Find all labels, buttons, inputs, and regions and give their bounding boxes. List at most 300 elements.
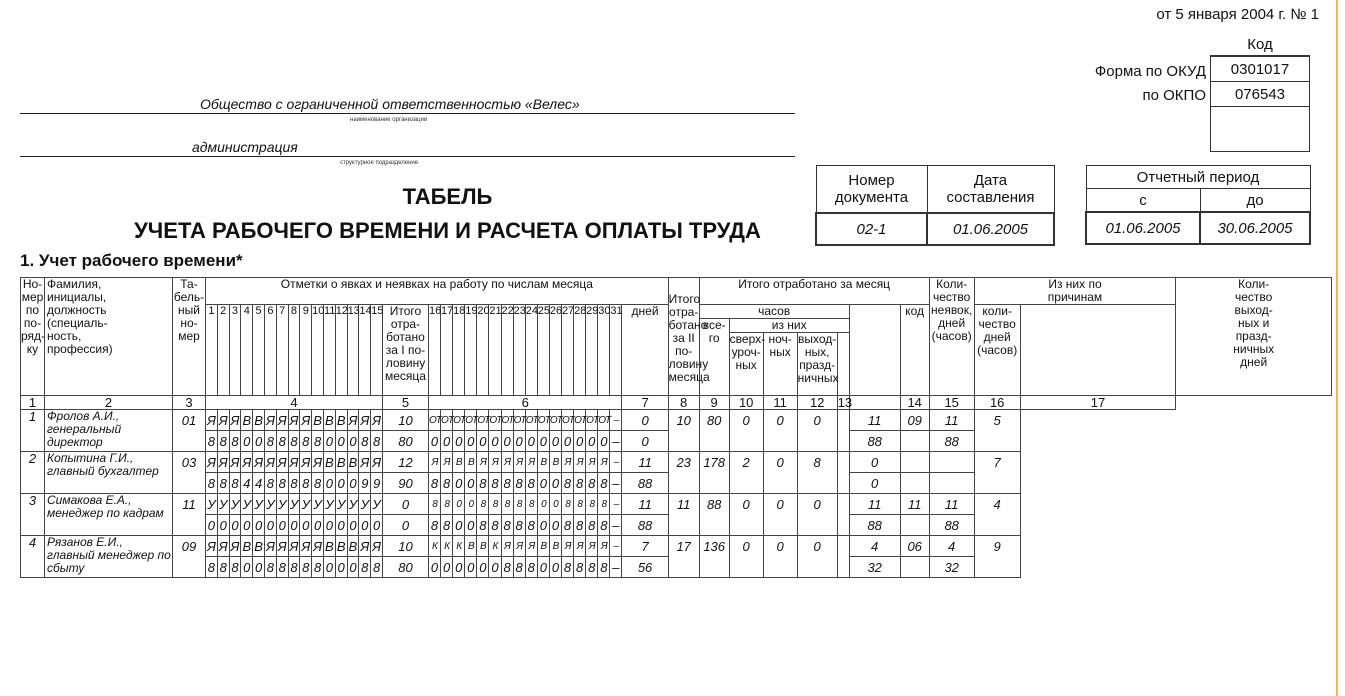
day-hours: 8 [288,557,300,578]
col-header-num: Но- мер по по- ряд- ку [21,278,45,396]
reason-qty: 11 [929,494,974,515]
day-hours: 0 [453,557,465,578]
day-hours: 8 [206,473,218,494]
day-hours: 0 [241,431,253,452]
col-number: 6 [428,396,622,410]
day-hours: 8 [574,557,586,578]
table-row [21,452,1332,473]
day-mark: Я [217,410,229,431]
col-header-reason-qty: коли- чество дней (часов) [974,305,1020,396]
day-mark: Я [513,452,525,473]
half2-hours: 56 [622,557,668,578]
department-caption: структурное подразделение [340,160,419,166]
day-mark: Я [371,536,383,557]
section-title: 1. Учет рабочего времени* [20,251,243,270]
day-hours: 0 [537,515,549,536]
day-mark: ОТ [574,410,586,431]
period-label: Отчетный период [1086,166,1310,189]
day-mark: У [206,494,218,515]
day-hours: 8 [229,557,241,578]
day-hours: 8 [489,515,501,536]
half2-days: 0 [622,410,668,431]
absence-hours: 0 [849,473,900,494]
day-hours: 8 [288,431,300,452]
day-hours: 0 [465,515,477,536]
blank-cell [837,494,849,536]
day-number: 3 [229,305,241,396]
day-mark: ОТ [428,410,440,431]
day-mark: Я [371,410,383,431]
day-hours: 0 [253,431,265,452]
day-mark: 8 [428,494,440,515]
day-mark: Я [288,410,300,431]
day-mark: Я [586,536,598,557]
day-hours: 8 [477,515,489,536]
day-hours: 0 [441,557,453,578]
period-to-value: 30.06.2005 [1200,212,1310,244]
day-mark: В [323,536,335,557]
day-number: 14 [359,305,371,396]
col-header-blank [849,305,900,396]
col-number: 9 [699,396,729,410]
day-mark: Я [561,536,573,557]
day-mark: 8 [574,494,586,515]
day-mark: Я [501,536,513,557]
day-hours: 8 [229,473,241,494]
day-mark: ОТ [465,410,477,431]
day-mark: Я [276,452,288,473]
day-mark: У [264,494,276,515]
day-hours: 0 [335,557,347,578]
day-hours: 8 [489,473,501,494]
day-hours: 0 [335,473,347,494]
day-number: 9 [300,305,312,396]
day-mark: В [537,536,549,557]
day-mark: В [477,536,489,557]
day-mark: В [323,410,335,431]
days-worked: 11 [668,494,699,536]
col-number: 12 [797,396,837,410]
reason-qty: 11 [929,410,974,431]
day-hours: 8 [229,431,241,452]
day-hours: 8 [574,515,586,536]
day-number: 17 [441,305,453,396]
day-hours: 8 [441,515,453,536]
half2-days: 11 [622,452,668,473]
day-mark: У [335,494,347,515]
day-hours: 0 [253,557,265,578]
okpo-code: 076543 [1211,82,1310,107]
holiday-hours: 0 [797,536,837,578]
day-mark: У [288,494,300,515]
absence-days: 0 [849,452,900,473]
organization-name: Общество с ограниченной ответственностью «Велес» [200,96,580,112]
weekend-days: 4 [974,494,1020,536]
table-row [21,396,1332,410]
day-hours: 8 [264,557,276,578]
day-hours: 8 [371,557,383,578]
table-row [21,536,1332,557]
col-number-blank [849,396,900,410]
day-number: 19 [465,305,477,396]
day-mark: Я [264,410,276,431]
day-hours: 9 [371,473,383,494]
day-hours: 4 [241,473,253,494]
day-mark: Я [513,536,525,557]
blank-cell [837,536,849,578]
day-mark: У [312,494,324,515]
holiday-hours: 8 [797,452,837,494]
absence-days: 4 [849,536,900,557]
organization-rule [20,113,795,114]
day-mark: К [489,536,501,557]
day-mark: У [217,494,229,515]
day-hours: 8 [525,473,537,494]
col-header-holiday: выход- ных, празд- ничных [797,333,837,396]
day-number: 1 [206,305,218,396]
reason-qty-hours: 32 [929,557,974,578]
day-mark: У [276,494,288,515]
day-mark: Я [525,452,537,473]
hours-worked: 178 [699,452,729,494]
day-hours: 8 [371,431,383,452]
table-row [21,494,1332,515]
day-hours: – [610,515,622,536]
day-hours: 0 [501,431,513,452]
days-worked: 17 [668,536,699,578]
day-hours: 0 [347,431,359,452]
day-mark: В [347,452,359,473]
col-header-reasons: Из них по причинам [974,278,1176,305]
half2-days: 11 [622,494,668,515]
col-number: 3 [173,396,206,410]
col-header-blank [837,333,849,396]
day-hours: 8 [206,557,218,578]
department-rule [20,156,795,157]
half2-hours: 88 [622,515,668,536]
overtime-hours: 0 [729,536,763,578]
day-mark: Я [217,452,229,473]
day-number: 8 [288,305,300,396]
day-mark: Я [586,452,598,473]
day-number: 7 [276,305,288,396]
day-mark: 8 [441,494,453,515]
day-hours: 0 [323,515,335,536]
day-mark: 8 [598,494,610,515]
day-number: 20 [477,305,489,396]
day-mark: Я [300,410,312,431]
day-mark: ОТ [525,410,537,431]
day-number: 25 [537,305,549,396]
day-mark: 8 [501,494,513,515]
day-mark: К [453,536,465,557]
col-header-name: Фамилия, инициалы, должность (специаль- ность, профессия) [45,278,173,396]
okud-label: Форма по ОКУД [1094,63,1206,80]
day-hours: 0 [312,515,324,536]
day-mark: 0 [537,494,549,515]
day-mark: ОТ [501,410,513,431]
day-mark: В [253,410,265,431]
day-hours: 8 [359,557,371,578]
day-mark: – [610,494,622,515]
day-hours: 0 [323,431,335,452]
day-mark: Я [477,452,489,473]
table-row [21,410,1332,431]
absence-hours: 88 [849,515,900,536]
col-header-overtime: сверх- уроч- ных [729,333,763,396]
code-label: Код [1211,34,1310,56]
day-mark: ОТ [441,410,453,431]
col-header-tab: Та- бель- ный но- мер [173,278,206,396]
day-mark: В [453,452,465,473]
day-hours: 0 [537,557,549,578]
period-to-label: до [1200,189,1310,213]
day-hours: 0 [441,431,453,452]
night-hours: 0 [763,494,797,536]
day-mark: У [253,494,265,515]
half1-days: 0 [382,494,428,515]
day-mark: Я [598,536,610,557]
period-from-value: 01.06.2005 [1086,212,1200,244]
day-hours: 0 [264,515,276,536]
col-number: 10 [729,396,763,410]
employee-name: Рязанов Е.И., главный менеджер по сбыту [45,536,173,578]
day-number: 10 [312,305,324,396]
day-mark: 0 [453,494,465,515]
page-edge-line [1336,0,1338,696]
col-number: 1 [21,396,45,410]
day-hours: 0 [276,515,288,536]
okpo-label: по ОКПО [1142,87,1206,104]
day-mark: 8 [525,494,537,515]
col-number: 5 [382,396,428,410]
day-hours: 0 [453,473,465,494]
day-hours: 0 [549,515,561,536]
col-header-worked-month: Итого отработано за месяц [699,278,929,305]
day-mark: Я [276,536,288,557]
day-hours: 8 [264,431,276,452]
day-hours: 0 [453,431,465,452]
day-mark: В [335,410,347,431]
day-mark: У [323,494,335,515]
day-mark: К [428,536,440,557]
day-hours: 0 [477,557,489,578]
hours-worked: 80 [699,410,729,452]
day-hours: 8 [501,473,513,494]
day-hours: 8 [513,515,525,536]
day-hours: 8 [586,473,598,494]
day-hours: 8 [276,431,288,452]
day-mark: Я [288,536,300,557]
day-mark: Я [264,536,276,557]
reason-code: 09 [900,410,929,431]
col-number: 4 [206,396,383,410]
col-number: 14 [900,396,929,410]
half2-days: 7 [622,536,668,557]
reason-qty [929,452,974,473]
day-hours: 8 [525,515,537,536]
half1-days: 12 [382,452,428,473]
day-mark: Я [206,452,218,473]
tab-number: 03 [173,452,206,494]
day-hours: 8 [288,473,300,494]
day-mark: – [610,410,622,431]
night-hours: 0 [763,452,797,494]
day-mark: 0 [465,494,477,515]
day-mark: Я [428,452,440,473]
day-hours: 8 [217,431,229,452]
day-mark: 8 [477,494,489,515]
day-mark: В [549,536,561,557]
tab-number: 11 [173,494,206,536]
day-hours: 0 [586,431,598,452]
employee-name: Фролов А.И., генеральный директор [45,410,173,452]
day-hours: 0 [206,515,218,536]
day-hours: 8 [312,431,324,452]
day-hours: 0 [253,515,265,536]
reason-qty-hours: 88 [929,515,974,536]
day-hours: 8 [574,473,586,494]
half1-hours: 0 [382,515,428,536]
col-header-half1: Итого отра- ботано за I по- ловину месяца [382,305,428,396]
col-header-hours-all: все- го [699,319,729,396]
day-mark: Я [359,536,371,557]
title-line2: УЧЕТА РАБОЧЕГО ВРЕМЕНИ И РАСЧЕТА ОПЛАТЫ ТРУДА [134,218,761,243]
day-mark: Я [206,410,218,431]
day-mark: Я [347,410,359,431]
day-mark: ОТ [598,410,610,431]
day-hours: 9 [359,473,371,494]
blank-cell [837,452,849,494]
day-mark: К [441,536,453,557]
half1-hours: 80 [382,557,428,578]
day-number: 16 [428,305,440,396]
absence-hours: 32 [849,557,900,578]
hours-worked: 88 [699,494,729,536]
day-hours: 8 [276,557,288,578]
day-mark: Я [288,452,300,473]
day-number: 30 [598,305,610,396]
day-mark: В [335,536,347,557]
day-hours: 0 [549,431,561,452]
day-mark: В [323,452,335,473]
day-hours: – [610,473,622,494]
day-mark: Я [276,410,288,431]
col-number: 13 [837,395,853,410]
col-header-absence: Коли- чество неявок, дней (часов) [929,278,974,396]
holiday-hours: 0 [797,410,837,452]
day-hours: 8 [206,431,218,452]
day-mark: Я [206,536,218,557]
day-hours: 0 [561,431,573,452]
employee-name: Симакова Е.А., менеджер по кадрам [45,494,173,536]
day-number: 24 [525,305,537,396]
half1-hours: 80 [382,431,428,452]
half1-days: 10 [382,410,428,431]
day-mark: ОТ [477,410,489,431]
day-mark: Я [300,536,312,557]
day-hours: 0 [241,515,253,536]
col-number: 17 [1020,396,1176,410]
row-number: 2 [21,452,45,494]
day-hours: 8 [561,515,573,536]
doc-date-value: 01.06.2005 [927,213,1054,245]
day-number: 26 [549,305,561,396]
day-mark: Я [300,452,312,473]
half2-hours: 0 [622,431,668,452]
day-number: 5 [253,305,265,396]
day-mark: В [241,536,253,557]
day-hours: 0 [347,473,359,494]
day-mark: Я [241,452,253,473]
table-row [21,278,1332,305]
timesheet-table [20,277,1332,578]
day-mark: Я [229,536,241,557]
employee-name: Копытина Г.И., главный бухгалтер [45,452,173,494]
reason-qty: 4 [929,536,974,557]
day-mark: Я [525,536,537,557]
day-hours: 0 [453,515,465,536]
day-hours: 8 [300,473,312,494]
day-hours: 0 [489,557,501,578]
day-mark: Я [217,536,229,557]
day-hours: 8 [561,557,573,578]
day-mark: 8 [489,494,501,515]
blank-cell [900,431,929,452]
day-hours: 8 [359,431,371,452]
day-mark: В [465,452,477,473]
day-number: 22 [501,305,513,396]
day-mark: 8 [513,494,525,515]
day-number: 13 [347,305,359,396]
days-worked: 23 [668,452,699,494]
day-number: 28 [574,305,586,396]
days-worked: 10 [668,410,699,452]
day-hours: – [610,431,622,452]
blank-cell [837,410,849,452]
day-mark: У [347,494,359,515]
col-number: 11 [763,396,797,410]
day-mark: ОТ [513,410,525,431]
day-hours: 0 [335,431,347,452]
day-hours: 8 [312,473,324,494]
day-mark: Я [371,452,383,473]
half1-hours: 90 [382,473,428,494]
day-mark: 8 [586,494,598,515]
day-mark: Я [501,452,513,473]
day-hours: 0 [347,515,359,536]
day-hours: 0 [217,515,229,536]
day-mark: У [359,494,371,515]
day-hours: 8 [513,473,525,494]
tab-number: 09 [173,536,206,578]
day-mark: Я [264,452,276,473]
blank-cell [900,557,929,578]
night-hours: 0 [763,410,797,452]
day-number: 18 [453,305,465,396]
blank-cell [900,515,929,536]
day-mark: Я [359,452,371,473]
day-mark: Я [229,452,241,473]
half1-days: 10 [382,536,428,557]
day-hours: 4 [253,473,265,494]
reason-code [900,452,929,473]
day-hours: 8 [428,515,440,536]
day-hours: 0 [428,431,440,452]
day-number: 23 [513,305,525,396]
codes-table [1210,34,1310,152]
half2-hours: 88 [622,473,668,494]
